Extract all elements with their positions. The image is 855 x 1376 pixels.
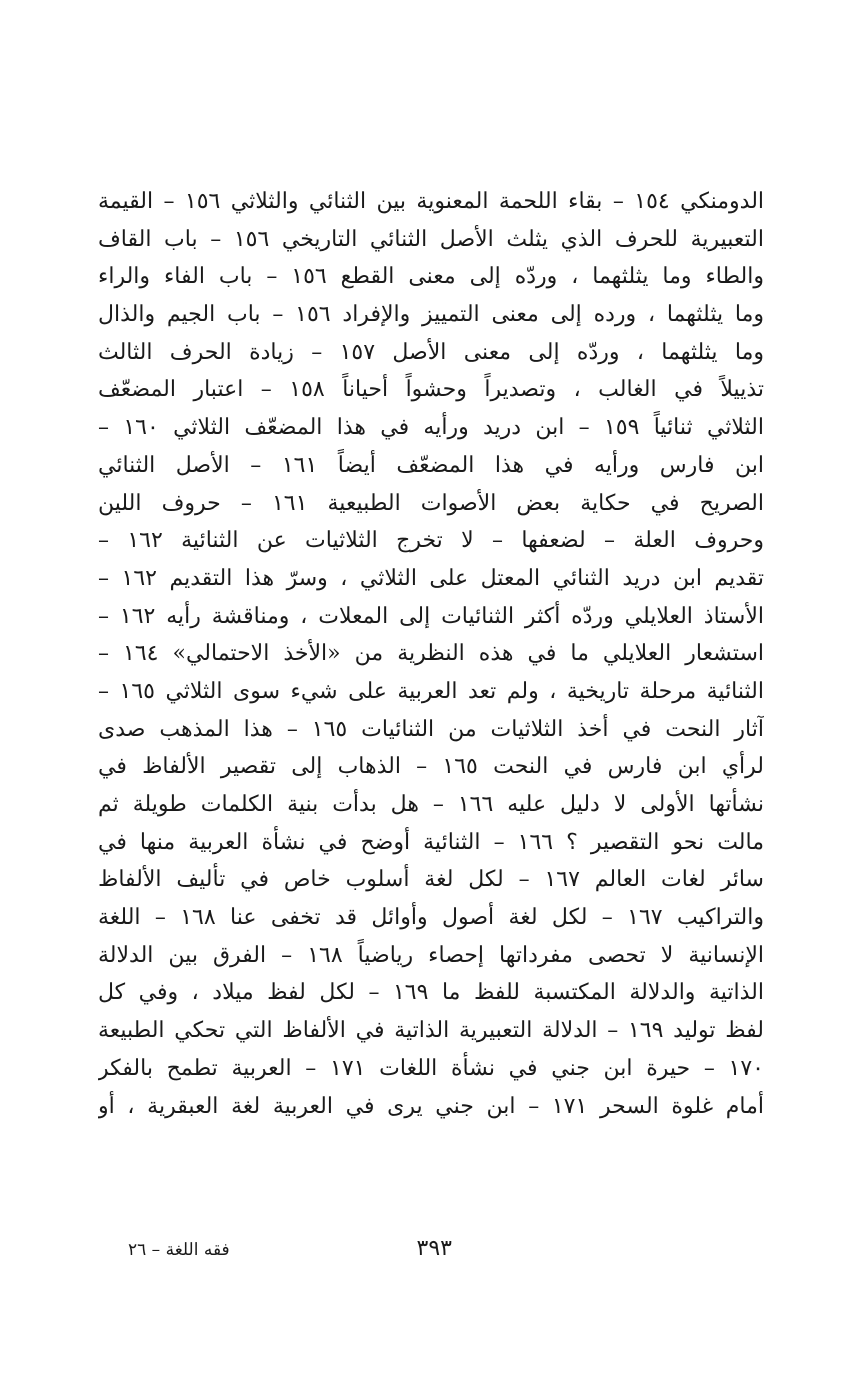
text-line: تذييلاً في الغالب ، وتصديراً وحشواً أحياناً ١٥٨ – اعتبار المضعّف	[98, 377, 764, 403]
text-line: آثار النحت في أخذ الثلاثيات من الثنائيات ١٦٥ – هذا المذهب صدى	[98, 716, 764, 742]
text-line: تقديم ابن دريد الثنائي المعتل على الثلاثي ، وسرّ هذا التقديم ١٦٢ –	[98, 565, 764, 591]
index-text-block	[98, 183, 764, 1125]
text-line: الدومنكي ١٥٤ – بقاء اللحمة المعنوية بين الثنائي والثلاثي ١٥٦ – القيمة	[98, 189, 764, 214]
text-line: الثنائية مرحلة تاريخية ، ولم تعد العربية على شيء سوى الثلاثي ١٦٥ –	[98, 678, 764, 704]
text-line: استشعار العلايلي ما في هذه النظرية من «الأخذ الاحتمالي» ١٦٤ –	[98, 641, 764, 667]
text-line: التعبيرية للحرف الذي يثلث الأصل الثنائي التاريخي ١٥٦ – باب القاف	[98, 226, 764, 252]
text-line: وما يثلثهما ، وردّه إلى معنى الأصل ١٥٧ – زيادة الحرف الثالث	[98, 339, 764, 365]
text-line: ابن فارس ورأيه في هذا المضعّف أيضاً ١٦١ – الأصل الثنائي	[98, 452, 764, 478]
page-footer	[98, 1232, 764, 1266]
text-line: الذاتية والدلالة المكتسبة للفظ ما ١٦٩ – لكل لفظ ميلاد ، وفي كل	[98, 980, 764, 1006]
text-line: وحروف العلة – لضعفها – لا تخرج الثلاثيات عن الثنائية ١٦٢ –	[98, 528, 764, 554]
text-line: ١٧٠ – حيرة ابن جني في نشأة اللغات ١٧١ – العربية تطمح بالفكر	[98, 1055, 764, 1081]
text-line: مالت نحو التقصير ؟ ١٦٦ – الثنائية أوضح في نشأة العربية منها في	[98, 829, 764, 855]
text-line: سائر لغات العالم ١٦٧ – لكل لغة أسلوب خاص في تأليف الألفاظ	[98, 867, 764, 893]
text-line: لرأي ابن فارس في النحت ١٦٥ – الذهاب إلى تقصير الألفاظ في	[98, 754, 764, 780]
text-line: وما يثلثهما ، ورده إلى معنى التمييز والإفراد ١٥٦ – باب الجيم والذال	[98, 302, 764, 328]
text-line: نشأتها الأولى لا دليل عليه ١٦٦ – هل بدأت بنية الكلمات طويلة ثم	[98, 792, 764, 817]
text-line: والتراكيب ١٦٧ – لكل لغة أصول وأوائل قد تخفى عنا ١٦٨ – اللغة	[98, 905, 764, 931]
text-line: الثلاثي ثنائياً ١٥٩ – ابن دريد ورأيه في هذا المضعّف الثلاثي ١٦٠ –	[98, 415, 764, 441]
text-line: الأستاذ العلايلي وردّه أكثر الثنائيات إلى المعلات ، ومناقشة رأيه ١٦٢ –	[98, 603, 764, 629]
text-line: أمام غلوة السحر ١٧١ – ابن جني يرى في العربية لغة العبقرية ، أو	[98, 1093, 764, 1119]
page-number: ٣٩٣	[416, 1236, 452, 1261]
text-line: والطاء وما يثلثهما ، وردّه إلى معنى القطع ١٥٦ – باب الفاء والراء	[98, 264, 764, 290]
signature-mark: فقه اللغة – ٢٦	[128, 1240, 230, 1260]
text-line: الإنسانية لا تحصى مفرداتها إحصاء رياضياً ١٦٨ – الفرق بين الدلالة	[98, 942, 764, 968]
text-line: لفظ توليد ١٦٩ – الدلالة التعبيرية الذاتية في الألفاظ التي تحكي الطبيعة	[98, 1018, 764, 1044]
text-line: الصريح في حكاية بعض الأصوات الطبيعية ١٦١ – حروف اللين	[98, 490, 764, 516]
